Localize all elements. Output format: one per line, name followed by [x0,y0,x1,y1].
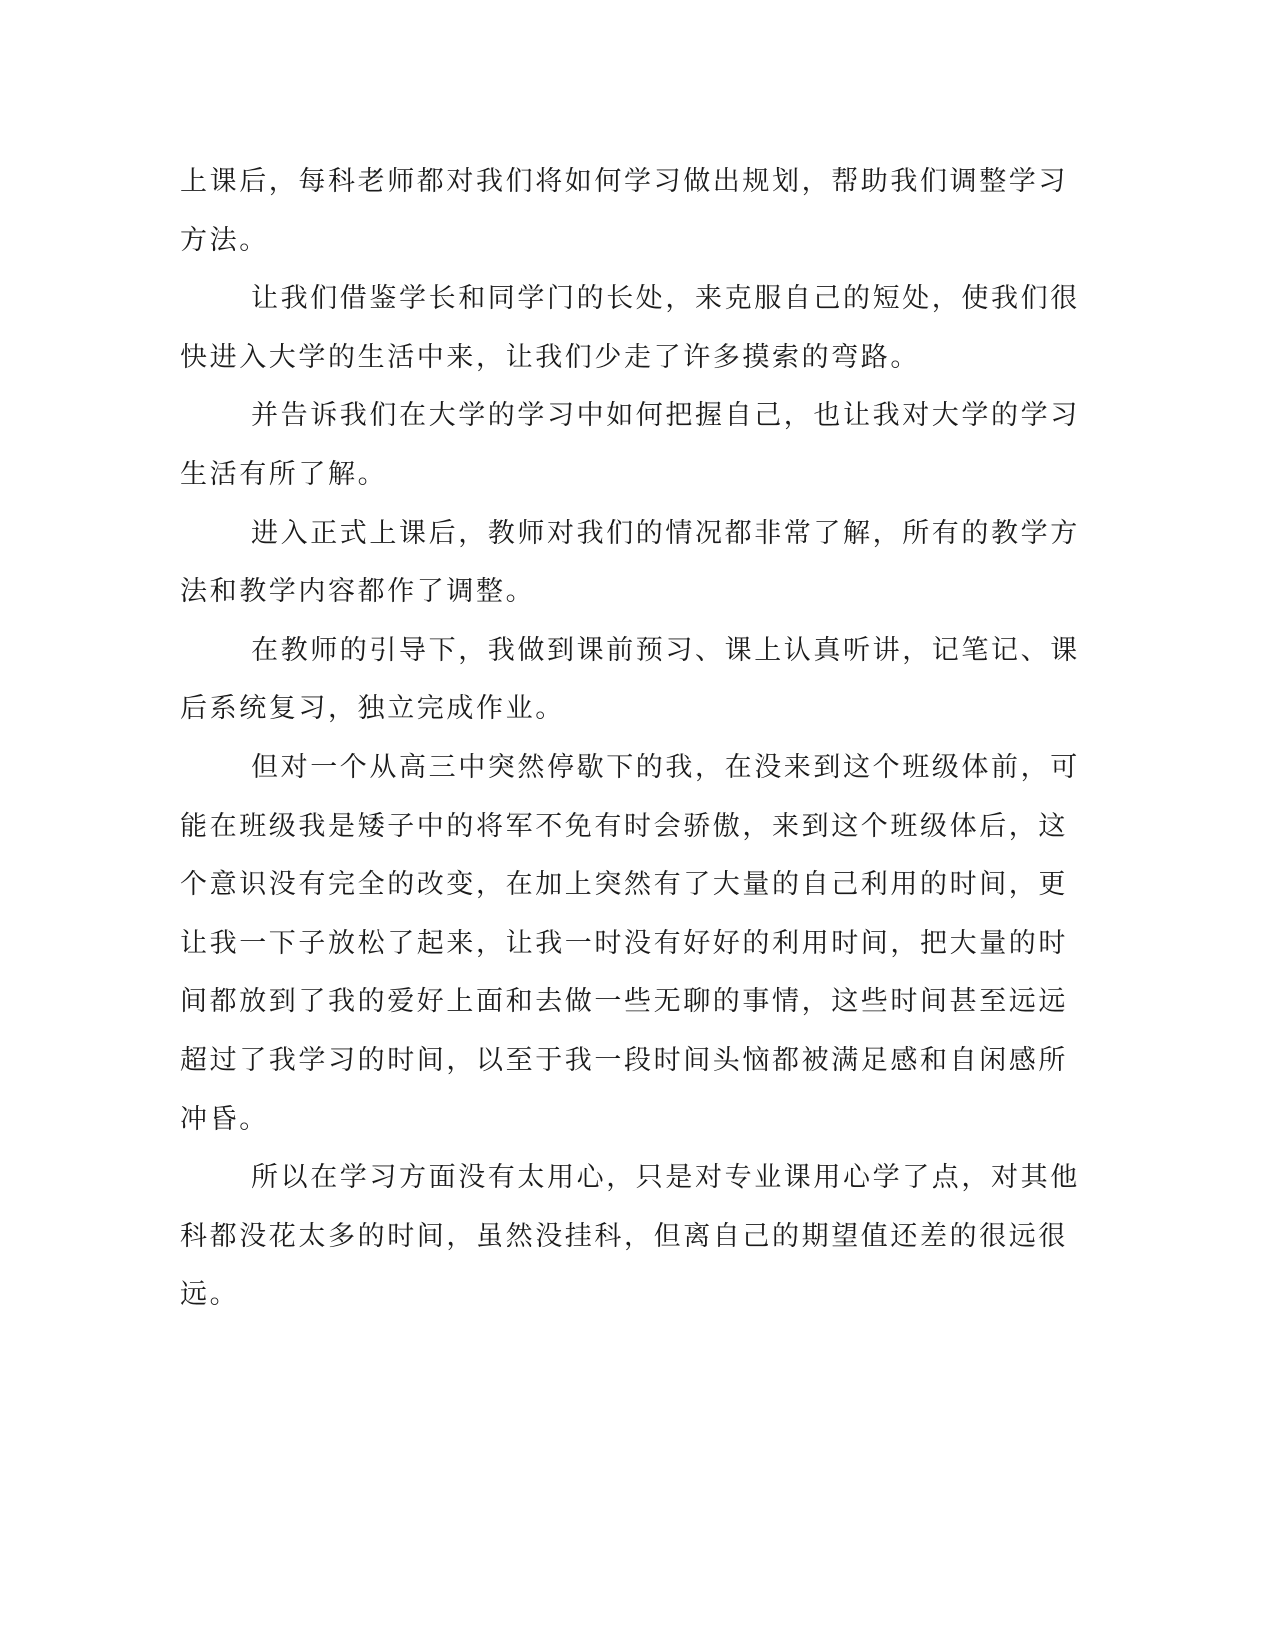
text-line: 让我一下子放松了起来，让我一时没有好好的利用时间，把大量的时 [180,928,1068,959]
text-line: 上课后，每科老师都对我们将如何学习做出规划，帮助我们调整学习 [180,166,1068,197]
text-line: 个意识没有完全的改变，在加上突然有了大量的自己利用的时间，更 [180,869,1068,900]
paragraph-first-line: 但对一个从高三中突然停歇下的我，在没来到这个班级体前，可 [251,752,1080,783]
text-line: 生活有所了解。 [180,459,388,490]
text-line: 科都没花太多的时间，虽然没挂科，但离自己的期望值还差的很远很 [180,1221,1068,1252]
text-line: 方法。 [180,225,269,256]
text-line: 超过了我学习的时间，以至于我一段时间头恼都被满足感和自闲感所 [180,1045,1068,1076]
text-line: 快进入大学的生活中来，让我们少走了许多摸索的弯路。 [180,342,920,373]
paragraph-first-line: 进入正式上课后，教师对我们的情况都非常了解，所有的教学方 [251,518,1080,549]
text-line: 后系统复习，独立完成作业。 [180,693,565,724]
text-line: 间都放到了我的爱好上面和去做一些无聊的事情，这些时间甚至远远 [180,986,1068,1017]
paragraph-first-line: 在教师的引导下，我做到课前预习、课上认真听讲，记笔记、课 [251,635,1080,666]
paragraph-first-line: 让我们借鉴学长和同学门的长处，来克服自己的短处，使我们很 [251,283,1080,314]
paragraph-first-line: 并告诉我们在大学的学习中如何把握自己，也让我对大学的学习 [251,400,1080,431]
paragraph-first-line: 所以在学习方面没有太用心，只是对专业课用心学了点，对其他 [251,1162,1080,1193]
text-line: 远。 [180,1279,240,1310]
text-line: 法和教学内容都作了调整。 [180,576,536,607]
text-line: 冲昏。 [180,1104,269,1135]
text-line: 能在班级我是矮子中的将军不免有时会骄傲，来到这个班级体后，这 [180,811,1068,842]
